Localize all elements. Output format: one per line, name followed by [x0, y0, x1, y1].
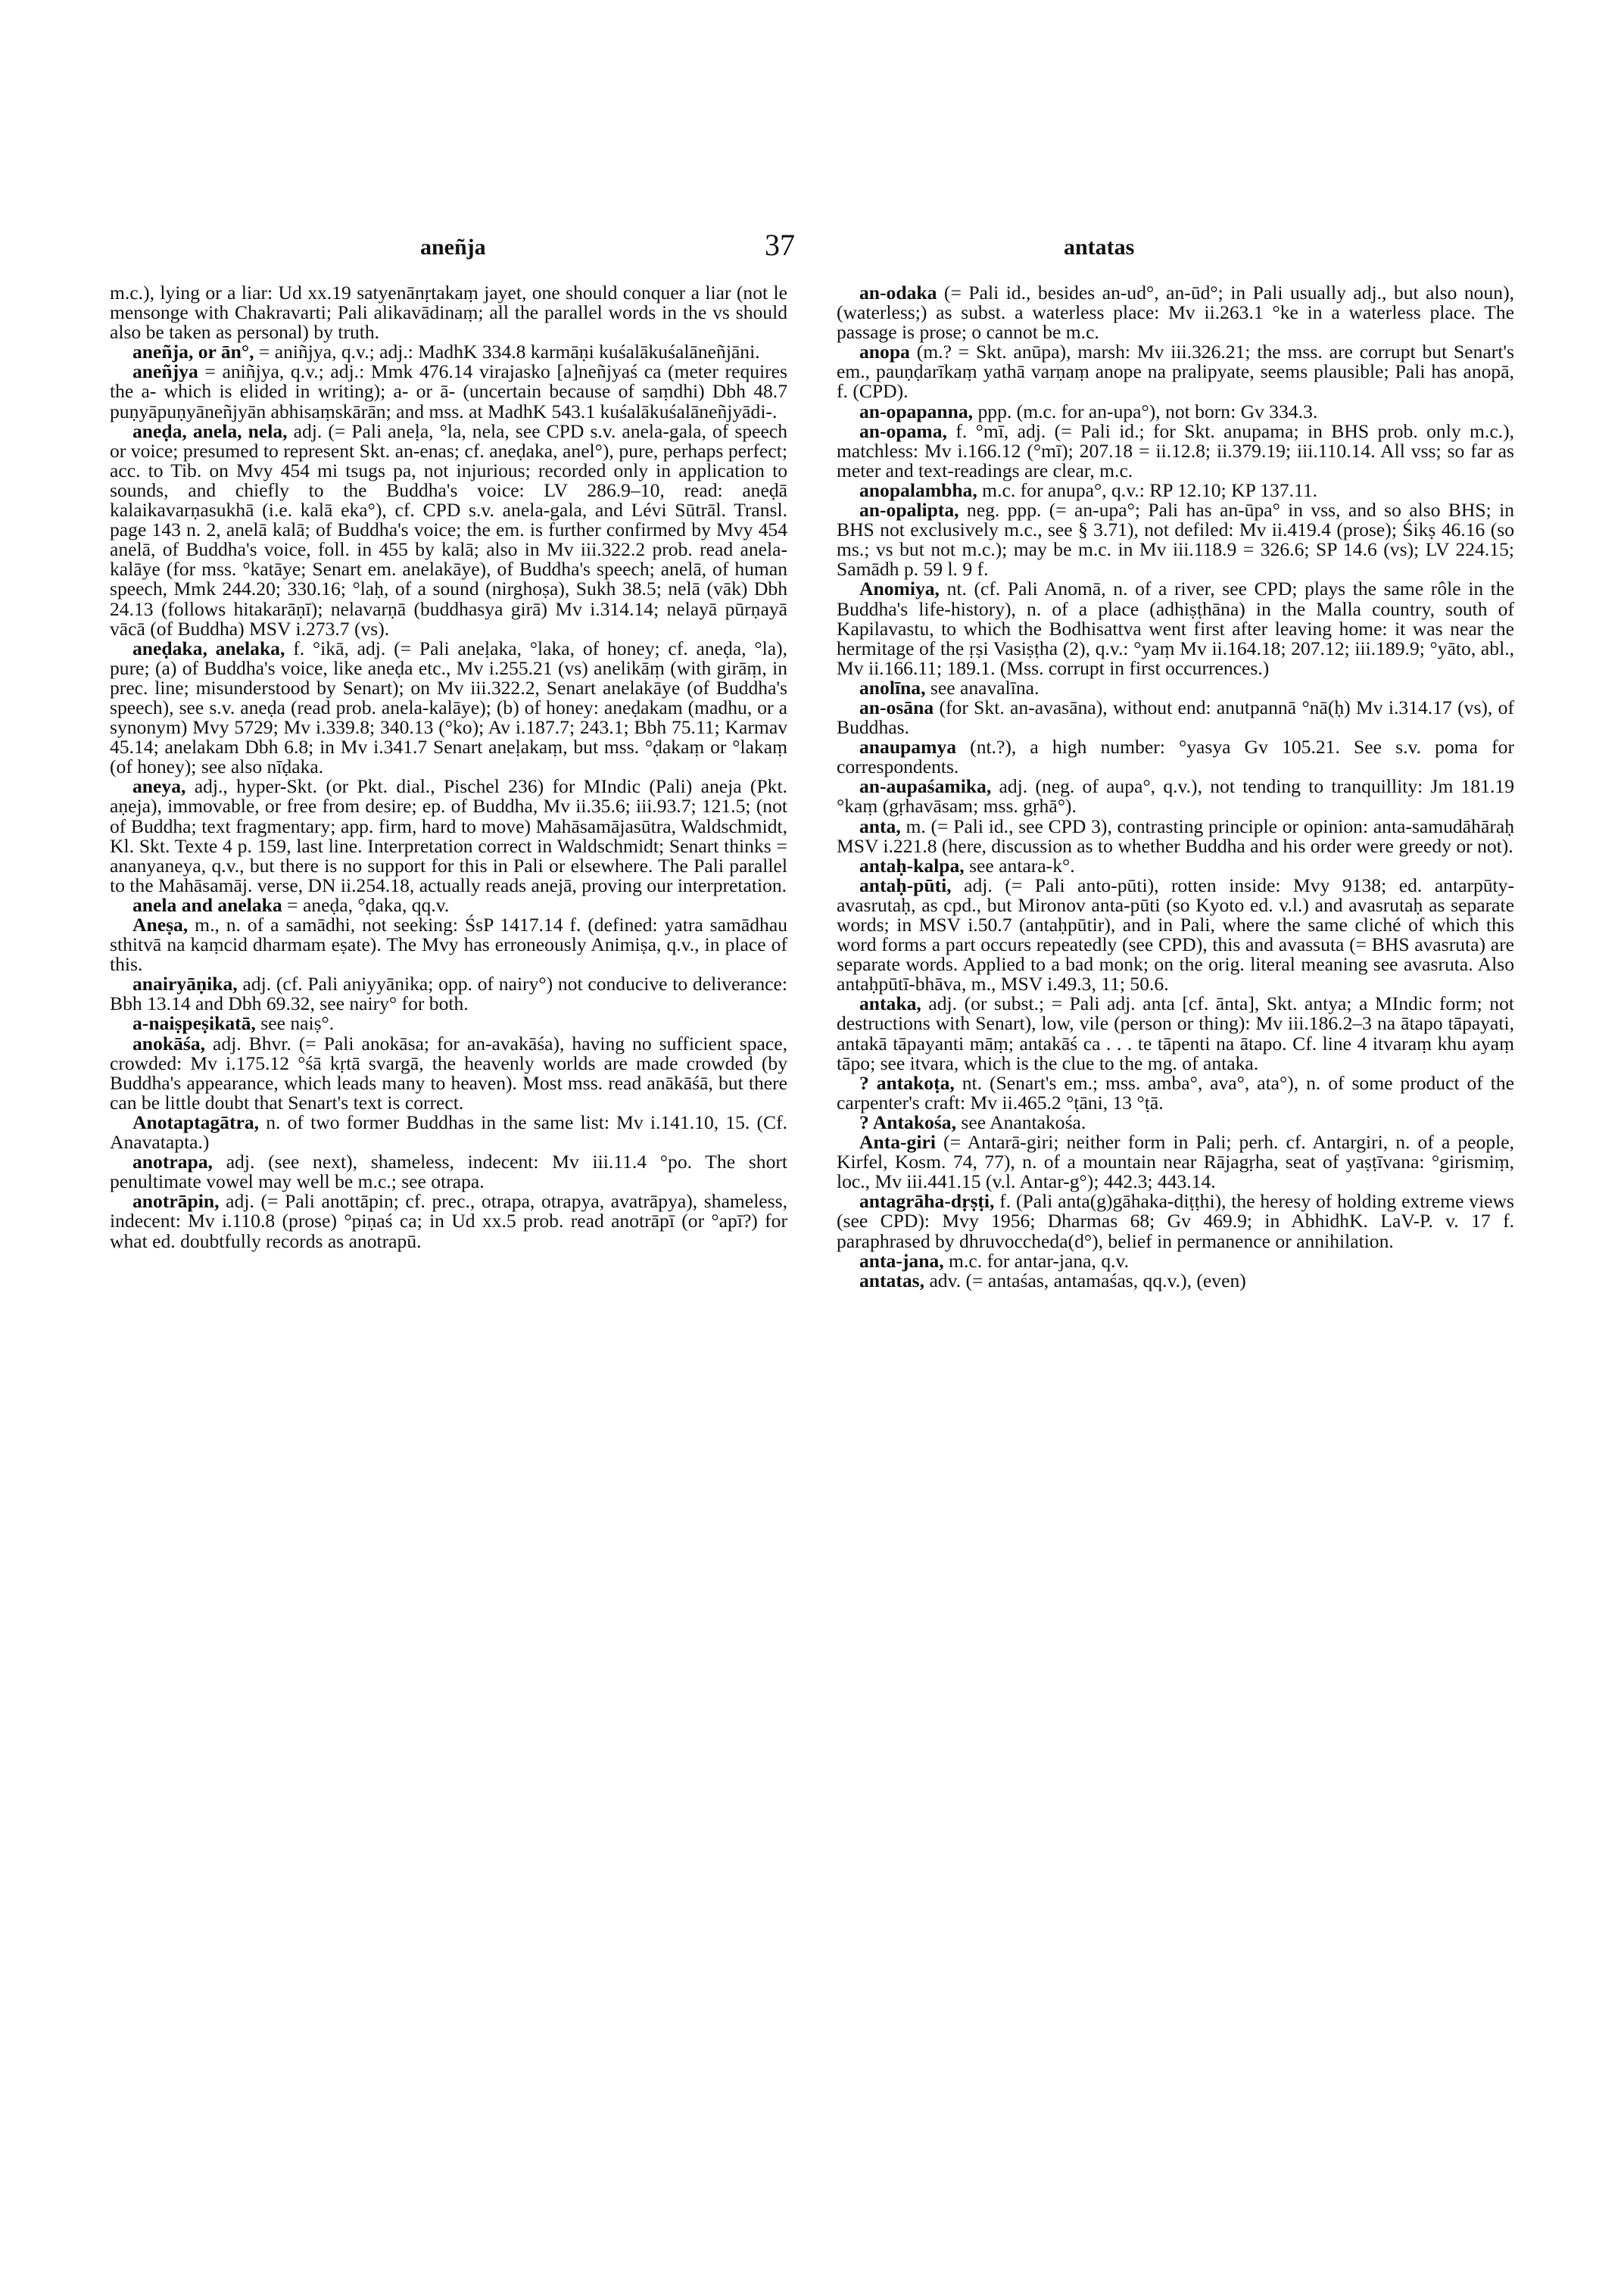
dictionary-entry — [110, 342, 787, 362]
entry-headword: Anta-giri — [859, 1131, 936, 1154]
dictionary-entry — [110, 777, 787, 896]
entry-text: m., n. of a samādhi, not seeking: ŚsP 1417.14 f. (defined: yatra samādhau sthitvā na kaṃcid dharmam eṣate). The Mvy has erroneously Animiṣa, q.v., in place of this. — [110, 914, 787, 976]
entry-headword: an-opama, — [859, 419, 947, 442]
left-running-head: aneñja — [420, 235, 486, 260]
entry-text: m.c.), lying or a liar: Ud xx.19 satyenānṛtakaṃ jayet, one should conquer a liar (not le mensonge with Chakravarti; Pali alikavādinaṃ; all the parallel words in the vs should also be taken as personal) by truth. — [110, 282, 787, 344]
entry-headword: antagrāha-dṛṣṭi, — [859, 1190, 995, 1213]
entry-headword: anokāśa, — [132, 1032, 206, 1055]
entry-headword: antaḥ-pūti, — [859, 874, 952, 896]
dictionary-entry — [837, 994, 1514, 1073]
dictionary-entry — [837, 402, 1514, 422]
dictionary-entry — [837, 698, 1514, 737]
entry-text: = aniñjya, q.v.; adj.: Mmk 476.14 virajasko [a]neñjyaś ca (meter requires the a- which is elided in writing); a- or ā- (uncertain because of saṃdhi) Dbh 48.7 puṇyāpuṇyāneñjyān abhisaṃskārān; and mss. at MadhK 543.1 kuśalākuśalāneñjyādi-. — [110, 360, 787, 422]
dictionary-entry — [837, 876, 1514, 995]
dictionary-entry — [837, 1271, 1514, 1291]
dictionary-entry — [837, 817, 1514, 856]
entry-text: adj. Bhvr. (= Pali anokāsa; for an-avakāśa), having no sufficient space, crowded: Mv i.175.12 °śā kṛtā svargā, the heavenly worlds are made crowded (by Buddha's appearance, which leads many to heaven). Most mss. read anākāśā, but there can be little doubt that Senart's text is correct. — [110, 1032, 788, 1114]
entry-text: adj., hyper-Skt. (or Pkt. dial., Pischel 236) for MIndic (Pali) aneja (Pkt. aṇeja), immovable, or free from desire; ep. of Buddha, Mv ii.35.6; iii.93.7; 121.5; (not of Buddha; text fragmentary; app. firm, hard to move) Mahāsamājasūtra, Waldschmidt, Kl. Skt. Texte 4 p. 159, last line. Interpretation correct in Waldschmidt; Senart thinks = ananyaneya, q.v., but there is no support for this in Pali or elsewhere. The Pali parallel to the Mahāsamāj. verse, DN ii.254.18, actually reads anejā, proving our interpretation. — [110, 775, 787, 896]
left-column — [110, 283, 787, 1251]
entry-headword: anela and anelaka — [132, 893, 282, 916]
entry-text: (nt.?), a high number: °yasya Gv 105.21. See s.v. poma for correspondents. — [837, 736, 1514, 778]
entry-text: m.c. for anupa°, q.v.: RP 12.10; KP 137.11. — [982, 478, 1318, 501]
dictionary-entry — [110, 419, 787, 640]
entry-text: adj. (or subst.; = Pali adj. anta [cf. ānta], Skt. antya; a MIndic form; not destructions with Senart), low, vile (person or thing): Mv iii.186.2–3 na ātapo tāpayati, antakā tāpayanti māṃ; antakāś ca . . . te tāpenti na ātapo. Cf. line 4 itvaraṃ khu ayaṃ tāpo; see itvara, which is the clue to the mg. of antaka. — [837, 992, 1514, 1074]
entry-text: m. (= Pali id., see CPD 3), contrasting principle or opinion: anta-samudāhāraḥ MSV i.221.8 (here, discussion as to whether Buddha and his order were greedy or not). — [837, 815, 1514, 857]
entry-text: = aneḍa, °ḍaka, qq.v. — [287, 893, 450, 916]
entry-text: m.c. for antar-jana, q.v. — [949, 1249, 1130, 1272]
entry-text: nt. (cf. Pali Anomā, n. of a river, see CPD; plays the same rôle in the Buddha's life-history), n. of a place (adhiṣṭhāna) in the Malla country, south of Kapilavastu, to which the Bodhisattva went first after leaving home: it was near the hermitage of the ṛṣi Vasiṣṭha (2), q.v.: °yaṃ Mv ii.164.18; 207.12; iii.189.9; °yāto, abl., Mv ii.166.11; 189.1. (Mss. corrupt in first occurrences.) — [837, 578, 1515, 679]
entry-headword: anta, — [859, 815, 901, 837]
entry-text: (= Pali id., besides an-ud°, an-ūd°; in Pali usually adj., but also noun), (waterless;) as subst. a waterless place: Mv ii.263.1 °ke in a waterless place. The passage is prose; o cannot be m.c. — [837, 282, 1514, 344]
entry-text: see naiṣ°. — [260, 1012, 335, 1035]
entry-headword: anolīna, — [859, 676, 926, 699]
entry-text: f. °ikā, adj. (= Pali aneḷaka, °laka, of honey; cf. aneḍa, °la), pure; (a) of Buddha's voice, like aneḍa etc., Mv i.255.21 (vs) anelikāṃ (with girāṃ, in prec. line; misunderstood by Senart); on Mv iii.322.2, Senart anelakāye (of Buddha's speech), see s.v. aneḍa (read prob. anela-kalāye); (b) of honey: aneḍakam (madhu, or a synonym) Mvy 5729; Mv i.339.8; 340.13 (°ko); Av i.187.7; 243.1; Bbh 75.11; Karmav 45.14; anelakam Dbh 6.8; in Mv i.341.7 Senart aneḷakaṃ, but mss. °ḍakaṃ or °lakaṃ (of honey); see also nīḍaka. — [110, 637, 788, 778]
entry-headword: ? Antakośa, — [859, 1111, 957, 1133]
dictionary-entry — [837, 737, 1514, 777]
dictionary-entry — [837, 1192, 1514, 1251]
entry-headword: antaka, — [859, 992, 921, 1015]
dictionary-entry — [837, 283, 1514, 342]
entry-text: adv. (= antaśas, antamaśas, qq.v.), (even) — [929, 1269, 1246, 1291]
dictionary-entry — [110, 1014, 787, 1033]
dictionary-entry — [837, 856, 1514, 876]
entry-text: ppp. (m.c. for an-upa°), not born: Gv 334.3. — [977, 400, 1318, 422]
entry-headword: antatas, — [859, 1269, 925, 1291]
entry-text: n. of two former Buddhas in the same list: Mv i.141.10, 15. (Cf. Anavatapta.) — [110, 1111, 787, 1154]
entry-headword: Anomiya, — [859, 578, 940, 600]
entry-headword: ? antakoṭa, — [859, 1071, 955, 1094]
entry-text: = aniñjya, q.v.; adj.: MadhK 334.8 karmāṇi kuśalākuśalāneñjāni. — [258, 341, 760, 363]
entry-text: (for Skt. an-avasāna), without end: anutpannā °nā(ḥ) Mv i.314.17 (vs), of Buddhas. — [837, 696, 1514, 739]
dictionary-entry — [110, 1192, 787, 1251]
entry-headword: aneya, — [132, 775, 186, 798]
entry-text: adj. (= Pali anottāpin; cf. prec., otrapa, otrapya, avatrāpya), shameless, indecent: Mv i.110.8 (prose) °piṇaś ca; in Ud xx.5 prob. read anotrāpī (or °apī?) for what ed. doubtfully records as anotrapū. — [110, 1190, 787, 1252]
entry-headword: Aneṣa, — [132, 914, 189, 936]
dictionary-entry — [110, 915, 787, 974]
entry-headword: anaupamya — [859, 736, 957, 759]
entry-headword: anopa — [859, 341, 910, 363]
entry-headword: Anotaptagātra, — [132, 1111, 260, 1133]
entry-text: adj. (cf. Pali aniyyānika; opp. of nairy°) not conducive to deliverance: Bbh 13.14 and Dbh 69.32, see nairy° for both. — [110, 973, 787, 1015]
entry-text: see anavalīna. — [930, 676, 1040, 699]
entry-text: (= Antarā-giri; neither form in Pali; perh. cf. Antargiri, n. of a people, Kirfel, Kosm. 74, 77), n. of a mountain near Rājagṛha, seat of yaṣṭīvana: °girismiṃ, loc., Mv iii.441.15 (v.l. Antar-g°); 442.3; 443.14. — [837, 1131, 1515, 1193]
entry-text: adj. (= Pali aneḷa, °la, nela, see CPD s.v. anela-gala, of speech or voice; presumed to represent Skt. an-enas; cf. aneḍaka, anel°), pure, perhaps perfect; acc. to Tib. on Mvy 454 mi tsugs pa, not injurious; recorded only in application to sounds, and chiefly to the Buddha's voice: LV 286.9–10, read: aneḍā kalaikavarṇasukhā (i.e. kalā eka°), cf. CPD s.v. anela-gala, and Lévi Sūtrāl. Transl. page 143 n. 2, anelā kalā; of Buddha's voice; the em. is further confirmed by Mvy 454 anelā, of Buddha's voice, foll. in 455 by kalā; also in Mv iii.322.2 prob. read anela-kalāye (for mss. °katāye; Senart em. anelakāye), of Buddha's speech; anelā, of human speech, Mmk 244.20; 330.16; °laḥ, of a sound (nirghoṣa), Sukh 38.5; nelā (vāk) Dbh 24.13 (follows hitakarāṇī); nelavarṇā (buddhasya girā) Mv i.314.14; nelayā pūrṇayā vācā (of Buddha) MSV i.273.7 (vs). — [110, 419, 787, 640]
entry-text: see Anantakośa. — [961, 1111, 1086, 1133]
dictionary-entry — [837, 419, 1514, 481]
dictionary-entry — [837, 1251, 1514, 1271]
right-column — [837, 283, 1514, 1291]
entry-headword: anopalambha, — [859, 478, 977, 501]
dictionary-entry — [837, 500, 1514, 579]
entry-text: neg. ppp. (= an-upa°; Pali has an-ūpa° in vss, and so also BHS; in BHS not exclusively m.c., see § 3.71), not defiled: Mv ii.419.4 (prose); Śikṣ 46.16 (so ms.; vs but not m.c.); may be m.c. in Mv iii.118.9 = 326.6; SP 14.6 (vs); LV 224.15; Samādh p. 59 l. 9 f. — [837, 499, 1514, 581]
entry-text: adj. (neg. of aupa°, q.v.), not tending to tranquillity: Jm 181.19 °kaṃ (gṛhavāsam; mss. gṛhā°). — [837, 775, 1514, 818]
dictionary-entry — [110, 362, 787, 421]
entry-text: f. (Pali anta(g)gāhaka-diṭṭhi), the heresy of holding extreme views (see CPD): Mvy 1956; Dharmas 68; Gv 469.9; in AbhidhK. LaV-P. v. 17 f. paraphrased by dhruvoccheda(d°), belief in permanence or annihilation. — [837, 1190, 1514, 1252]
dictionary-entry — [110, 639, 787, 777]
entry-text: adj. (= Pali anto-pūti), rotten inside: Mvy 9138; ed. antarpūty-avasrutaḥ, as cpd., but Mironov anta-pūti (so Kyoto ed. v.l.) and avasrutaḥ as separate words; in MSV i.50.7 (antaḥpūtir), and in Pali, where the same cliché of which this word forms a part occurs repeatedly (see CPD), this and avassuta (= BHS avasruta) are separate words. Applied to a bad monk; on the orig. literal meaning see avasruta. Also antaḥpūtī-bhāva, m., MSV i.49.3, 11; 50.6. — [837, 874, 1514, 995]
dictionary-entry — [837, 579, 1514, 678]
dictionary-entry — [837, 678, 1514, 698]
entry-headword: antaḥ-kalpa, — [859, 854, 965, 877]
entry-headword: aneḍaka, anelaka, — [132, 637, 285, 659]
dictionary-entry — [837, 1073, 1514, 1113]
entry-text: adj. (see next), shameless, indecent: Mv iii.11.4 °po. The short penultimate vowel may well be m.c.; see otrapa. — [110, 1151, 788, 1193]
entry-headword: anotrapa, — [132, 1151, 213, 1173]
entry-headword: anotrāpin, — [132, 1190, 220, 1213]
dictionary-entry — [110, 283, 787, 342]
entry-text: f. °mī, adj. (= Pali id.; for Skt. anupama; in BHS prob. only m.c.), matchless: Mv i.166.12 (°mī); 207.18 = ii.12.8; ii.379.19; iii.110.14. All vss; so far as meter and text-readings are clear, m.c. — [837, 419, 1514, 481]
right-running-head: antatas — [1064, 235, 1135, 260]
entry-headword: a-naiṣpeṣikatā, — [132, 1012, 256, 1035]
entry-headword: an-aupaśamika, — [859, 775, 992, 798]
entry-headword: an-odaka — [859, 282, 937, 304]
entry-text: (m.? = Skt. anūpa), marsh: Mv iii.326.21; the mss. are corrupt but Senart's em., pauṇḍarīkaṃ yathā varṇaṃ anope na pralipyate, seems plausible; Pali has anopā, f. (CPD). — [837, 341, 1515, 403]
page-header — [0, 227, 1624, 265]
dictionary-entry — [837, 478, 1514, 501]
entry-headword: aneḍa, anela, nela, — [132, 419, 288, 442]
entry-headword: an-opalipta, — [859, 499, 959, 522]
entry-headword: anta-jana, — [859, 1249, 944, 1272]
entry-headword: aneñja, or ān°, — [132, 341, 254, 363]
dictionary-entry — [110, 893, 787, 916]
dictionary-entry — [837, 342, 1514, 401]
entry-headword: an-osāna — [859, 696, 934, 718]
dictionary-entry — [110, 1034, 787, 1113]
dictionary-entry — [837, 1113, 1514, 1132]
entry-text: see antara-k°. — [969, 854, 1075, 877]
entry-headword: an-opapanna, — [859, 400, 974, 422]
entry-text: nt. (Senart's em.; mss. amba°, ava°, ata°), n. of some product of the carpenter's craft: Mv ii.465.2 °ṭāni, 13 °ṭā. — [837, 1071, 1514, 1114]
entry-headword: aneñjya — [132, 360, 198, 383]
dictionary-entry — [837, 1132, 1514, 1192]
dictionary-entry — [110, 1152, 787, 1192]
entry-headword: anairyāṇika, — [132, 973, 238, 995]
dictionary-entry — [110, 974, 787, 1014]
dictionary-entry — [110, 1113, 787, 1152]
dictionary-entry — [837, 777, 1514, 816]
page-number: 37 — [765, 228, 795, 262]
